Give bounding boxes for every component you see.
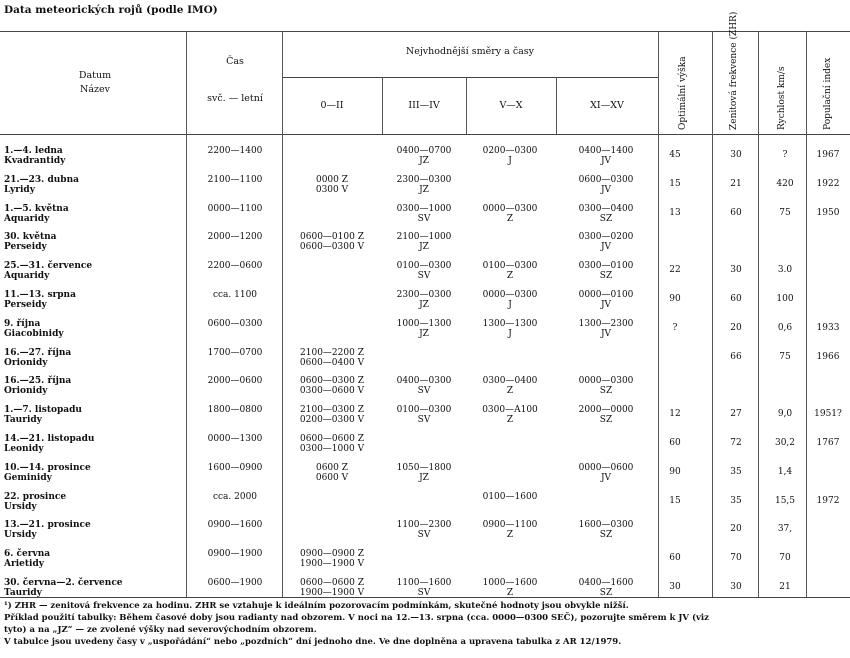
row-n2: 72 [730, 438, 742, 448]
row-d: 0000—0600 JV [578, 462, 634, 483]
row-n4: 1967 [816, 150, 840, 160]
row-d: 2000—0000 SZ [578, 405, 634, 426]
row-n1: 60 [669, 553, 681, 564]
header-rot-4: Populační index [823, 57, 833, 130]
row-c: 1300—1300 J [482, 318, 538, 339]
row-name: Leonidy [4, 444, 44, 454]
row-name: Giacobinidy [4, 328, 64, 339]
row-n3: 1,4 [777, 466, 793, 477]
row-n2: 30 [730, 150, 742, 160]
note-line: Příklad použití tabulky: Během časové doby jsou radianty nad obzorem. V noci na 12.—13. srpna (cca. 0000—0300 SEČ), pozorujte směrem k JV (viz [4, 613, 709, 623]
row-name: Orionidy [4, 386, 48, 397]
row-name: Geminidy [4, 472, 52, 483]
note-line: tyto) a na „JZ“ — ze zvolené výšky nad severovýchodním obzorem. [4, 625, 317, 635]
row-date: 1.—4. ledna [4, 146, 63, 156]
row-date: 16.—25. října [4, 376, 72, 387]
row-date: 1.—7. listopadu [4, 405, 82, 416]
table-row [0, 144, 850, 172]
row-d: 0400—1600 SZ [578, 578, 634, 598]
row-time: 1600—0900 [207, 462, 263, 473]
row-n2: 60 [730, 294, 742, 304]
row-name: Orionidy [4, 357, 48, 368]
row-name: Aquaridy [4, 213, 50, 224]
row-n1: 13 [669, 207, 681, 218]
header-rot-3: Rychlost km/s [777, 66, 787, 130]
row-ia: 0600—0600 Z 0300—1000 V [299, 434, 365, 454]
row-ia: 2100—0300 Z 0200—0300 V [299, 405, 365, 426]
row-n2: 21 [730, 178, 742, 189]
row-name: Ursidy [4, 530, 37, 541]
header-date: Datum [78, 70, 112, 81]
row-ia: 0600—0300 Z 0300—0600 V [299, 376, 365, 397]
header-bottom-rule [0, 134, 850, 135]
row-n2: 66 [730, 351, 742, 362]
row-time: 0000—1300 [207, 434, 263, 444]
table-caption: Data meteorických rojů (podle IMO) [4, 4, 218, 16]
table-row [0, 403, 850, 431]
row-name: Aquaridy [4, 271, 50, 282]
row-n2: 35 [730, 495, 742, 506]
row-b: 0100—0300 SV [396, 405, 452, 426]
row-d: 0400—1400 JV [578, 146, 634, 166]
row-d: 0300—0400 SZ [578, 203, 634, 224]
row-c: 0200—0300 J [482, 146, 538, 166]
row-d: 0600—0300 JV [578, 174, 634, 195]
row-date: 10.—14. prosince [4, 462, 91, 473]
header-rot-2: Zenitová frekvence (ZHR) [729, 11, 739, 130]
row-time: 1700—0700 [207, 347, 263, 358]
table-row [0, 461, 850, 489]
row-n4: 1922 [816, 178, 840, 189]
row-ia: 0600—0600 Z 1900—1900 V [299, 578, 365, 598]
row-time: 1800—0800 [207, 405, 263, 416]
row-date: 13.—21. prosince [4, 520, 91, 531]
row-n1: 30 [669, 582, 681, 592]
row-n4: 1966 [816, 351, 840, 362]
row-date: 22. prosince [4, 491, 67, 502]
row-n4: 1972 [816, 495, 840, 506]
row-name: Arietidy [4, 559, 44, 570]
row-d: 0300—0200 JV [578, 232, 634, 253]
row-time: 0900—1900 [207, 549, 263, 560]
row-b: 1050—1800 JZ [396, 462, 452, 483]
table-notes [4, 600, 846, 648]
header-name: Název [80, 84, 110, 95]
row-date: 30. května [4, 232, 57, 243]
row-ia: 0600 Z 0600 V [315, 462, 349, 483]
row-c: 0100—1600 [482, 491, 538, 502]
table-row [0, 259, 850, 287]
table-row [0, 317, 850, 345]
table-row [0, 202, 850, 230]
row-date: 6. června [4, 549, 51, 560]
table-row [0, 288, 850, 316]
row-b: 0400—0700 JZ [396, 146, 452, 166]
row-c: 0900—1100 Z [482, 520, 538, 541]
row-date: 9. října [4, 318, 41, 329]
row-date: 21.—23. dubna [4, 174, 79, 185]
row-n2: 20 [730, 524, 742, 535]
row-n4: 1767 [816, 438, 840, 448]
row-n2: 27 [730, 409, 742, 420]
row-n3: 100 [776, 294, 794, 304]
table-row [0, 173, 850, 201]
row-n3: ? [782, 150, 788, 160]
row-n4: 1951? [814, 409, 842, 420]
header-rot-1: Optimální výška [678, 56, 688, 130]
row-b: 0300—1000 SV [396, 203, 452, 224]
row-b: 0400—0300 SV [396, 376, 452, 397]
row-c: 0300—0400 Z [482, 376, 538, 397]
row-n4: 1933 [816, 322, 840, 333]
table-row [0, 518, 850, 546]
header-time: Čas [226, 56, 244, 67]
row-ia: 0000 Z 0300 V [315, 174, 349, 195]
row-n3: 75 [779, 207, 791, 218]
table-row [0, 490, 850, 518]
row-d: 1600—0300 SZ [578, 520, 634, 541]
row-n3: 420 [776, 178, 794, 189]
row-time: 2000—1200 [207, 232, 263, 243]
row-c: 1000—1600 Z [482, 578, 538, 598]
row-n3: 3.0 [777, 265, 793, 276]
row-c: 0100—0300 Z [482, 261, 538, 282]
row-n1: 45 [669, 150, 681, 160]
row-ia: 0900—0900 Z 1900—1900 V [299, 549, 365, 570]
header-time-sub: svč. — letní [207, 93, 263, 104]
row-n1: ? [672, 322, 678, 333]
table-row [0, 547, 850, 575]
row-name: Lyridy [4, 184, 35, 195]
row-d: 0000—0100 JV [578, 290, 634, 310]
row-date: 14.—21. listopadu [4, 434, 95, 444]
row-n3: 75 [779, 351, 791, 362]
subheader-rule [282, 77, 658, 78]
table-row [0, 230, 850, 258]
row-time: 2200—0600 [207, 261, 263, 272]
row-date: 30. června—2. července [4, 578, 123, 588]
row-name: Tauridy [4, 588, 42, 598]
row-date: 25.—31. července [4, 261, 93, 272]
row-n1: 90 [669, 466, 681, 477]
row-n2: 20 [730, 322, 742, 333]
row-b: 0100—0300 SV [396, 261, 452, 282]
row-time: 0600—1900 [207, 578, 263, 588]
row-name: Tauridy [4, 415, 42, 426]
header-sub-4: XI—XV [590, 100, 624, 111]
header-top-rule [0, 31, 850, 32]
row-b: 1100—1600 SV [396, 578, 452, 598]
row-name: Perseidy [4, 242, 47, 253]
row-d: 0300—0100 SZ [578, 261, 634, 282]
header-visibility: Nejvhodnější směry a časy [405, 46, 535, 57]
row-n1: 22 [669, 265, 681, 276]
row-ia: 2100—2200 Z 0600—0400 V [299, 347, 365, 368]
row-n3: 30,2 [774, 438, 796, 448]
row-n2: 60 [730, 207, 742, 218]
row-n3: 70 [779, 553, 791, 564]
row-c: 0000—0300 Z [482, 203, 538, 224]
row-n3: 0,6 [777, 322, 793, 333]
row-time: 2100—1100 [207, 174, 263, 185]
row-d: 1300—2300 JV [578, 318, 634, 339]
row-time: cca. 2000 [212, 491, 258, 502]
row-n2: 30 [730, 265, 742, 276]
row-date: 11.—13. srpna [4, 290, 76, 300]
row-b: 1100—2300 SV [396, 520, 452, 541]
row-time: 0600—0300 [207, 318, 263, 329]
row-c: 0000—0300 J [482, 290, 538, 310]
row-name: Ursidy [4, 501, 37, 512]
row-n3: 37, [777, 524, 793, 535]
note-line: ¹) ZHR — zenitová frekvence za hodinu. ZHR se vztahuje k ideálním pozorovacím podmínkám, skutečné hodnoty jsou obvykle nižší. [4, 601, 629, 611]
row-n2: 30 [730, 582, 742, 592]
header-sub-1: 0—II [320, 100, 344, 111]
row-time: cca. 1100 [212, 290, 258, 300]
row-b: 2300—0300 JZ [396, 174, 452, 195]
row-date: 16.—27. října [4, 347, 72, 358]
note-line: V tabulce jsou uvedeny časy v „uspořádání“ nebo „pozdních“ dní jednoho dne. Ve dne doplněna a upravena tabulka z AR 12/1979. [4, 637, 622, 647]
row-ia: 0600—0100 Z 0600—0300 V [299, 232, 365, 253]
header-sub-2: III—IV [408, 100, 440, 111]
table-row [0, 432, 850, 460]
header-sub-3: V—X [499, 100, 523, 111]
row-time: 0000—1100 [207, 203, 263, 214]
row-b: 2300—0300 JZ [396, 290, 452, 310]
row-name: Kvadrantidy [4, 156, 66, 166]
row-c: 0300—A100 Z [482, 405, 538, 426]
row-time: 2000—0600 [207, 376, 263, 387]
row-b: 2100—1000 JZ [396, 232, 452, 253]
row-n3: 21 [779, 582, 791, 592]
row-n4: 1950 [816, 207, 840, 218]
row-n1: 15 [669, 495, 681, 506]
row-b: 1000—1300 JZ [396, 318, 452, 339]
table-row [0, 346, 850, 374]
row-n3: 15,5 [774, 495, 796, 506]
row-time: 0900—1600 [207, 520, 263, 531]
row-n1: 90 [669, 294, 681, 304]
row-date: 1.—5. května [4, 203, 69, 214]
row-time: 2200—1400 [207, 146, 263, 156]
row-n1: 60 [669, 438, 681, 448]
row-d: 0000—0300 SZ [578, 376, 634, 397]
row-n2: 35 [730, 466, 742, 477]
table-row [0, 374, 850, 402]
row-n1: 12 [669, 409, 681, 420]
row-name: Perseidy [4, 300, 47, 310]
row-n3: 9,0 [777, 409, 793, 420]
row-n2: 70 [730, 553, 742, 564]
row-n1: 15 [669, 178, 681, 189]
